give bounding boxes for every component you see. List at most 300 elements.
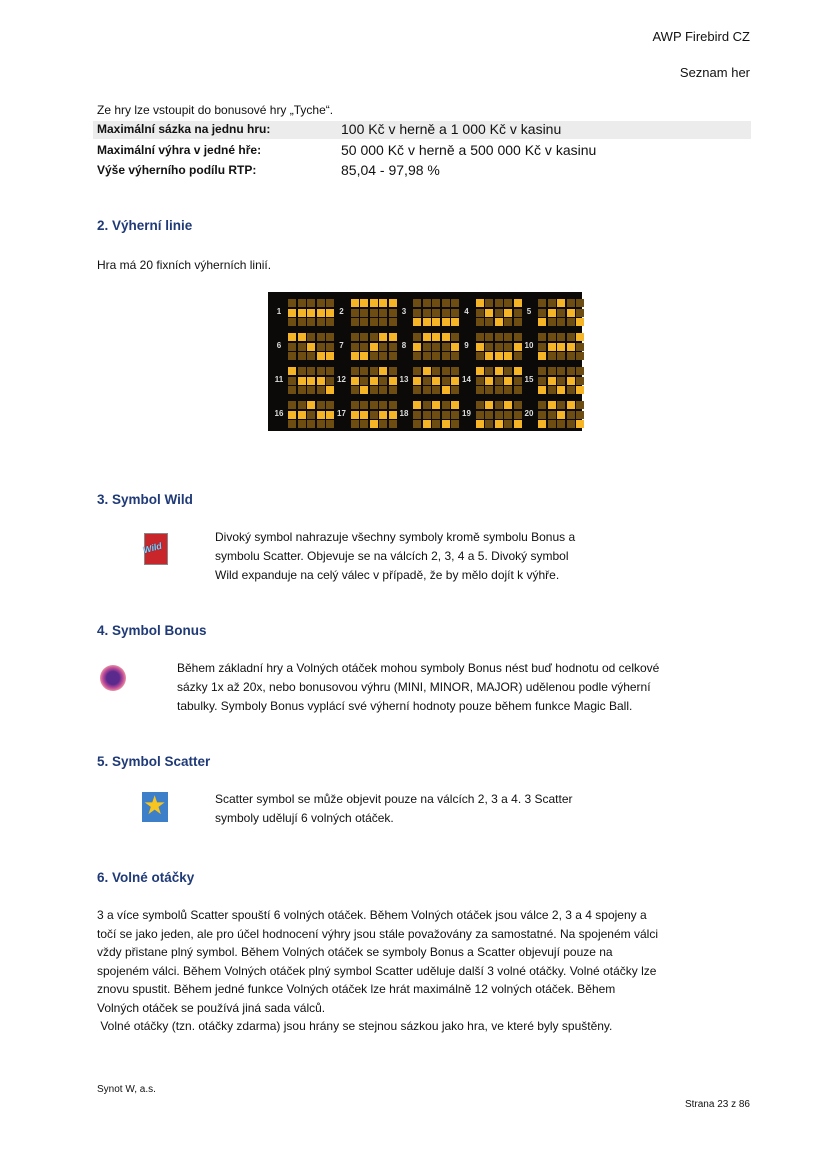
- payline-16: [272, 400, 334, 430]
- payline-cell-active: [557, 386, 565, 394]
- table-label: Maximální sázka na jednu hru:: [97, 122, 271, 136]
- payline-grid: [288, 367, 334, 394]
- table-value: 50 000 Kč v herně a 500 000 Kč v kasinu: [341, 142, 597, 158]
- payline-cell: [576, 411, 584, 419]
- payline-cell: [576, 401, 584, 409]
- payline-cell: [485, 318, 493, 326]
- section-heading-wild: 3. Symbol Wild: [97, 492, 193, 507]
- payline-cell-active: [413, 377, 421, 385]
- payline-cell-active: [413, 401, 421, 409]
- payline-cell-active: [317, 411, 325, 419]
- payline-cell: [307, 411, 315, 419]
- free-spins-text-line: točí se jako jeden, ale pro účel hodnocení výhry jsou stále považovány za samostatné. Na spojeném válci: [97, 926, 658, 941]
- payline-number: 16: [274, 409, 284, 418]
- payline-cell-active: [476, 343, 484, 351]
- payline-cell: [432, 309, 440, 317]
- payline-cell-active: [432, 377, 440, 385]
- payline-cell: [514, 401, 522, 409]
- intro-text: Ze hry lze vstoupit do bonusové hry „Tyche“.: [97, 103, 334, 117]
- payline-number: 1: [276, 307, 282, 316]
- payline-cell: [298, 401, 306, 409]
- payline-number: 5: [526, 307, 532, 316]
- payline-cell-active: [432, 318, 440, 326]
- payline-cell: [413, 367, 421, 375]
- payline-cell: [576, 309, 584, 317]
- payline-cell-active: [423, 318, 431, 326]
- payline-cell: [298, 343, 306, 351]
- payline-cell: [504, 420, 512, 428]
- payline-cell-active: [495, 367, 503, 375]
- payline-cell: [307, 299, 315, 307]
- free-spins-text-line: spojeném válci. Během Volných otáček plný symbol Scatter uděluje další 3 volné otáčky. Volné otáčky lze: [97, 963, 657, 978]
- payline-cell-active: [288, 333, 296, 341]
- payline-cell: [298, 352, 306, 360]
- payline-cell: [360, 377, 368, 385]
- payline-cell-active: [485, 309, 493, 317]
- payline-cell: [451, 333, 459, 341]
- payline-cell-active: [451, 318, 459, 326]
- payline-cell: [423, 401, 431, 409]
- payline-cell: [413, 420, 421, 428]
- payline-cell-active: [379, 333, 387, 341]
- free-spins-text-line: 3 a více symbolů Scatter spouští 6 volných otáček. Během Volných otáček jsou válce 2, 3 a 4 spojeny a: [97, 908, 647, 922]
- scatter-text-line: symboly udělují 6 volných otáček.: [215, 811, 394, 825]
- payline-cell: [351, 318, 359, 326]
- payline-cell: [504, 333, 512, 341]
- payline-cell-active: [495, 420, 503, 428]
- payline-cell: [370, 352, 378, 360]
- payline-cell-active: [298, 377, 306, 385]
- payline-cell-active: [389, 411, 397, 419]
- header-subtitle: Seznam her: [679, 65, 750, 80]
- payline-cell: [495, 411, 503, 419]
- payline-cell-active: [442, 386, 450, 394]
- payline-cell: [442, 401, 450, 409]
- payline-cell: [451, 367, 459, 375]
- payline-cell: [326, 420, 334, 428]
- payline-cell: [298, 386, 306, 394]
- payline-grid: [351, 333, 397, 360]
- payline-cell: [567, 420, 575, 428]
- payline-cell: [548, 386, 556, 394]
- payline-cell: [476, 377, 484, 385]
- payline-cell-active: [576, 420, 584, 428]
- payline-cell: [413, 309, 421, 317]
- payline-cell: [476, 386, 484, 394]
- payline-cell-active: [379, 299, 387, 307]
- payline-cell: [548, 420, 556, 428]
- payline-cell: [485, 299, 493, 307]
- payline-cell-active: [557, 343, 565, 351]
- payline-cell: [567, 333, 575, 341]
- payline-cell: [370, 333, 378, 341]
- payline-cell: [495, 377, 503, 385]
- payline-cell: [389, 401, 397, 409]
- payline-cell-active: [442, 318, 450, 326]
- payline-cell-active: [514, 367, 522, 375]
- free-spins-text-line: Volné otáčky (tzn. otáčky zdarma) jsou hrány se stejnou sázkou jako hra, ve které byly spuštěny.: [97, 1019, 613, 1033]
- payline-cell: [504, 343, 512, 351]
- bonus-symbol-icon: [100, 665, 126, 691]
- wild-symbol-icon: [144, 533, 168, 565]
- payline-number: 13: [399, 375, 409, 384]
- payline-cell: [423, 386, 431, 394]
- payline-cell: [495, 299, 503, 307]
- payline-cell: [413, 299, 421, 307]
- payline-cell-active: [567, 377, 575, 385]
- payline-grid: [288, 333, 334, 360]
- section-heading-paylines: 2. Výherní linie: [97, 218, 193, 233]
- payline-cell-active: [307, 343, 315, 351]
- payline-cell: [514, 377, 522, 385]
- payline-cell-active: [360, 386, 368, 394]
- payline-cell: [548, 411, 556, 419]
- payline-cell: [317, 386, 325, 394]
- payline-cell: [557, 318, 565, 326]
- payline-cell: [485, 386, 493, 394]
- payline-cell: [351, 386, 359, 394]
- payline-cell: [298, 367, 306, 375]
- payline-cell: [514, 309, 522, 317]
- payline-18: [397, 400, 459, 430]
- payline-cell: [538, 401, 546, 409]
- payline-cell: [476, 333, 484, 341]
- payline-cell: [548, 299, 556, 307]
- payline-cell-active: [307, 401, 315, 409]
- payline-cell-active: [576, 386, 584, 394]
- payline-cell: [326, 343, 334, 351]
- bonus-text-line: sázky 1x až 20x, nebo bonusovou výhru (MINI, MINOR, MAJOR) udělenou podle výherní: [177, 680, 651, 694]
- payline-cell-active: [413, 318, 421, 326]
- payline-cell: [442, 411, 450, 419]
- paylines-image: [268, 292, 582, 431]
- payline-cell: [423, 377, 431, 385]
- payline-cell: [451, 299, 459, 307]
- payline-cell-active: [351, 352, 359, 360]
- payline-cell: [476, 318, 484, 326]
- payline-cell: [557, 401, 565, 409]
- payline-cell: [442, 352, 450, 360]
- payline-cell: [298, 299, 306, 307]
- payline-cell-active: [538, 318, 546, 326]
- payline-cell-active: [442, 333, 450, 341]
- payline-cell: [495, 401, 503, 409]
- payline-cell-active: [538, 386, 546, 394]
- table-value: 100 Kč v herně a 1 000 Kč v kasinu: [341, 121, 562, 137]
- payline-cell: [538, 377, 546, 385]
- payline-cell: [370, 367, 378, 375]
- payline-cell: [317, 420, 325, 428]
- payline-cell-active: [548, 309, 556, 317]
- payline-cell-active: [432, 401, 440, 409]
- payline-cell: [451, 420, 459, 428]
- payline-cell: [476, 352, 484, 360]
- payline-cell-active: [538, 420, 546, 428]
- section-heading-scatter: 5. Symbol Scatter: [97, 754, 211, 769]
- payline-cell: [307, 386, 315, 394]
- payline-cell-active: [298, 333, 306, 341]
- payline-cell: [298, 318, 306, 326]
- payline-number: 20: [524, 409, 534, 418]
- payline-cell-active: [504, 401, 512, 409]
- bonus-text-line: tabulky. Symboly Bonus vyplácí své výherní hodnoty pouze během funkce Magic Ball.: [177, 699, 633, 713]
- payline-number: 4: [464, 307, 469, 316]
- payline-cell: [326, 299, 334, 307]
- payline-cell-active: [495, 352, 503, 360]
- payline-cell: [423, 411, 431, 419]
- payline-cell: [360, 420, 368, 428]
- payline-cell: [576, 352, 584, 360]
- payline-cell: [495, 386, 503, 394]
- payline-cell: [379, 309, 387, 317]
- payline-cell: [548, 318, 556, 326]
- payline-cell: [389, 386, 397, 394]
- payline-cell-active: [389, 299, 397, 307]
- payline-cell-active: [288, 367, 296, 375]
- payline-cell-active: [389, 377, 397, 385]
- payline-cell: [538, 411, 546, 419]
- payline-grid: [476, 299, 522, 326]
- payline-cell: [485, 411, 493, 419]
- payline-cell: [360, 309, 368, 317]
- payline-cell-active: [557, 411, 565, 419]
- payline-cell-active: [307, 309, 315, 317]
- payline-cell: [423, 352, 431, 360]
- payline-cell: [413, 333, 421, 341]
- payline-cell: [442, 367, 450, 375]
- payline-cell-active: [423, 333, 431, 341]
- payline-cell-active: [379, 411, 387, 419]
- payline-cell-active: [317, 377, 325, 385]
- payline-cell: [288, 318, 296, 326]
- header-title: AWP Firebird CZ: [652, 29, 750, 44]
- payline-cell: [351, 309, 359, 317]
- payline-cell-active: [451, 343, 459, 351]
- payline-cell: [557, 352, 565, 360]
- payline-2: [335, 298, 397, 328]
- payline-grid: [538, 333, 584, 360]
- payline-number: 15: [524, 375, 534, 384]
- payline-cell-active: [370, 420, 378, 428]
- payline-cell-active: [576, 333, 584, 341]
- payline-cell-active: [504, 309, 512, 317]
- payline-cell-active: [360, 352, 368, 360]
- payline-cell: [423, 299, 431, 307]
- payline-cell: [351, 343, 359, 351]
- payline-cell: [557, 309, 565, 317]
- payline-cell-active: [567, 309, 575, 317]
- payline-grid: [288, 299, 334, 326]
- payline-number: 14: [462, 375, 471, 384]
- payline-cell: [370, 401, 378, 409]
- payline-cell-active: [476, 420, 484, 428]
- free-spins-text-line: Volných otáček se používá jiná sada válců.: [97, 1000, 326, 1015]
- payline-cell: [288, 420, 296, 428]
- payline-cell: [370, 318, 378, 326]
- payline-cell: [442, 299, 450, 307]
- payline-grid: [288, 401, 334, 428]
- payline-cell-active: [567, 401, 575, 409]
- payline-cell: [538, 299, 546, 307]
- payline-cell: [370, 386, 378, 394]
- payline-cell: [389, 352, 397, 360]
- payline-cell: [317, 299, 325, 307]
- payline-cell: [557, 367, 565, 375]
- payline-cell-active: [288, 309, 296, 317]
- wild-text-line: symbolu Scatter. Objevuje se na válcích 2, 3, 4 a 5. Divoký symbol: [215, 549, 569, 563]
- payline-grid: [413, 367, 459, 394]
- payline-cell: [351, 367, 359, 375]
- payline-cell-active: [370, 377, 378, 385]
- payline-cell: [504, 386, 512, 394]
- payline-cell-active: [326, 386, 334, 394]
- payline-cell: [432, 352, 440, 360]
- payline-cell: [514, 333, 522, 341]
- payline-cell-active: [451, 401, 459, 409]
- payline-cell-active: [576, 318, 584, 326]
- wild-icon-label: Wild: [142, 540, 163, 556]
- payline-grid: [351, 299, 397, 326]
- payline-cell: [326, 401, 334, 409]
- payline-cell: [548, 333, 556, 341]
- payline-cell: [326, 318, 334, 326]
- payline-cell: [504, 367, 512, 375]
- payline-cell: [442, 377, 450, 385]
- payline-cell: [451, 411, 459, 419]
- payline-cell-active: [351, 299, 359, 307]
- payline-cell: [351, 401, 359, 409]
- payline-cell: [432, 411, 440, 419]
- payline-grid: [476, 367, 522, 394]
- payline-cell: [370, 411, 378, 419]
- payline-5: [522, 298, 584, 328]
- payline-cell: [485, 333, 493, 341]
- payline-cell: [423, 309, 431, 317]
- payline-cell: [379, 343, 387, 351]
- payline-cell: [538, 333, 546, 341]
- payline-cell: [423, 343, 431, 351]
- payline-cell: [389, 367, 397, 375]
- payline-cell: [567, 299, 575, 307]
- payline-cell: [317, 343, 325, 351]
- payline-number: 9: [464, 341, 469, 350]
- payline-cell-active: [370, 299, 378, 307]
- payline-cell-active: [567, 343, 575, 351]
- payline-cell: [432, 367, 440, 375]
- payline-19: [460, 400, 522, 430]
- payline-4: [460, 298, 522, 328]
- payline-cell: [360, 367, 368, 375]
- payline-10: [522, 332, 584, 362]
- payline-cell: [413, 352, 421, 360]
- payline-cell-active: [298, 309, 306, 317]
- payline-cell: [288, 352, 296, 360]
- payline-cell: [576, 377, 584, 385]
- payline-cell: [567, 318, 575, 326]
- payline-cell: [307, 367, 315, 375]
- payline-number: 19: [462, 409, 471, 418]
- payline-cell: [514, 318, 522, 326]
- payline-cell: [576, 299, 584, 307]
- payline-cell: [360, 343, 368, 351]
- payline-13: [397, 366, 459, 396]
- payline-cell: [389, 309, 397, 317]
- payline-cell-active: [514, 299, 522, 307]
- payline-cell: [288, 299, 296, 307]
- payline-cell-active: [307, 377, 315, 385]
- payline-cell: [567, 411, 575, 419]
- payline-grid: [413, 299, 459, 326]
- payline-cell-active: [298, 411, 306, 419]
- footer-company: Synot W, a.s.: [97, 1084, 156, 1095]
- payline-cell: [326, 367, 334, 375]
- payline-cell: [351, 333, 359, 341]
- payline-cell: [567, 352, 575, 360]
- payline-cell-active: [326, 352, 334, 360]
- payline-cell: [360, 318, 368, 326]
- wild-text-line: Divoký symbol nahrazuje všechny symboly kromě symbolu Bonus a: [215, 530, 576, 544]
- payline-cell-active: [476, 367, 484, 375]
- payline-cell: [485, 367, 493, 375]
- payline-cell: [307, 420, 315, 428]
- payline-cell-active: [423, 420, 431, 428]
- payline-number: 6: [276, 341, 282, 350]
- payline-9: [460, 332, 522, 362]
- payline-cell-active: [370, 343, 378, 351]
- payline-grid: [351, 401, 397, 428]
- payline-cell: [504, 411, 512, 419]
- payline-cell: [548, 352, 556, 360]
- free-spins-text-line: znovu spustit. Během jedné funkce Volných otáček lze hrát maximálně 12 volných otáček. Během: [97, 982, 616, 996]
- payline-cell: [432, 386, 440, 394]
- payline-12: [335, 366, 397, 396]
- paylines-text: Hra má 20 fixních výherních linií.: [97, 258, 272, 272]
- payline-cell: [476, 411, 484, 419]
- payline-cell: [379, 386, 387, 394]
- payline-cell: [567, 386, 575, 394]
- payline-grid: [413, 333, 459, 360]
- payline-cell: [485, 420, 493, 428]
- scatter-star-icon: ★: [143, 790, 167, 820]
- payline-cell-active: [557, 299, 565, 307]
- payline-cell: [432, 343, 440, 351]
- payline-cell: [379, 352, 387, 360]
- payline-cell-active: [442, 420, 450, 428]
- payline-number: 12: [337, 375, 346, 384]
- payline-cell-active: [326, 309, 334, 317]
- payline-cell-active: [432, 333, 440, 341]
- payline-cell-active: [504, 377, 512, 385]
- payline-cell: [476, 309, 484, 317]
- payline-cell: [379, 318, 387, 326]
- payline-cell-active: [548, 377, 556, 385]
- payline-cell: [514, 386, 522, 394]
- payline-cell: [451, 309, 459, 317]
- payline-cell: [538, 343, 546, 351]
- payline-cell: [451, 386, 459, 394]
- payline-cell: [495, 343, 503, 351]
- payline-cell: [379, 377, 387, 385]
- payline-cell: [317, 333, 325, 341]
- payline-grid: [413, 401, 459, 428]
- payline-cell: [326, 333, 334, 341]
- payline-3: [397, 298, 459, 328]
- payline-cell: [413, 411, 421, 419]
- payline-cell: [442, 343, 450, 351]
- payline-cell-active: [538, 352, 546, 360]
- payline-cell: [326, 377, 334, 385]
- payline-grid: [538, 367, 584, 394]
